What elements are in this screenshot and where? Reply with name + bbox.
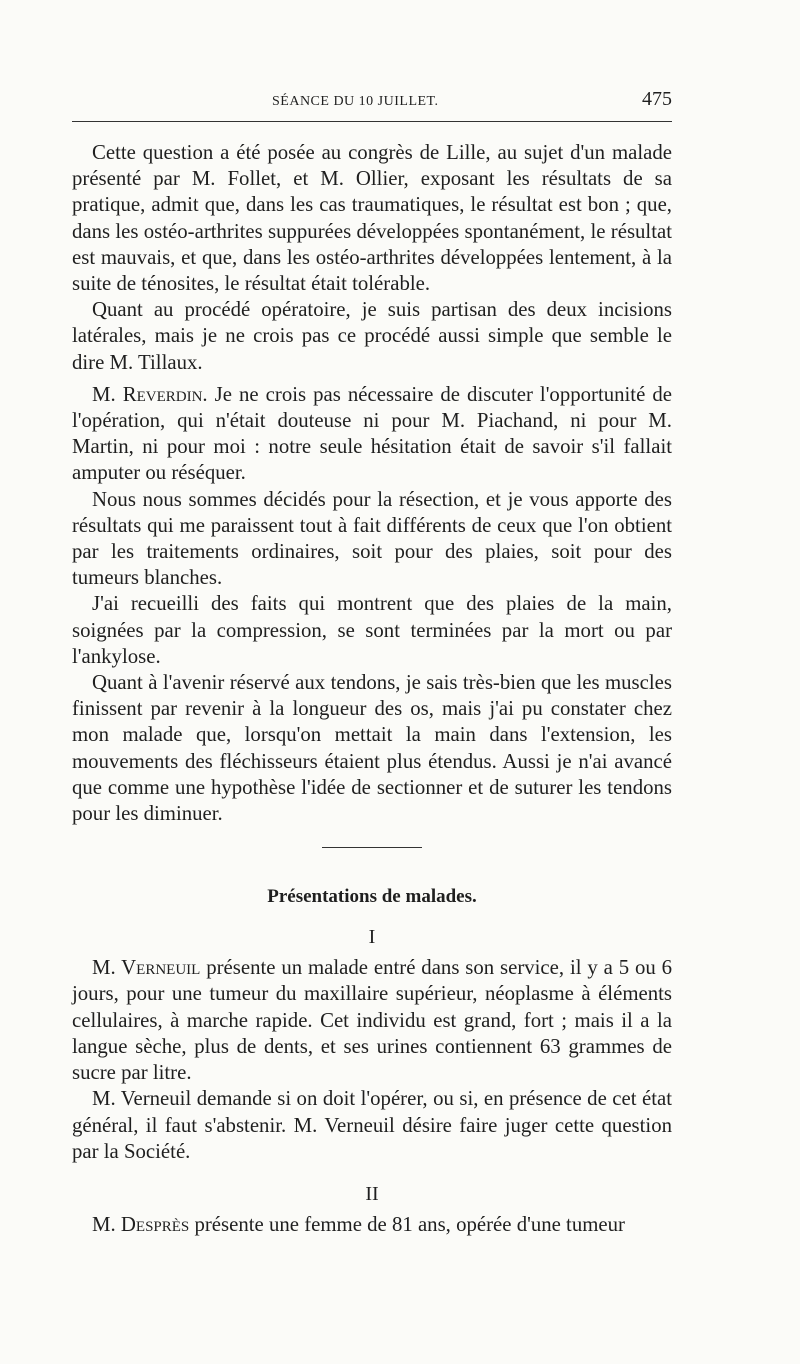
paragraph: Nous nous sommes décidés pour la résection, et je vous apporte des résultats qui me paraissent tout à fait différents de ceux que l'on obtient par les traitements ordinaires, soit pour des plaies, soit pour des tumeurs blanches. bbox=[72, 487, 672, 590]
verneuil-paragraph bbox=[72, 955, 672, 1086]
speaker-name: M. Verneuil bbox=[92, 956, 201, 980]
page-header bbox=[72, 86, 672, 122]
section-title: Présentations de malades. bbox=[267, 886, 477, 908]
paragraph-text: présente une femme de 81 ans, opérée d'une tumeur bbox=[189, 1212, 625, 1236]
header-rule bbox=[72, 121, 672, 122]
paragraph: Quant au procédé opératoire, je suis partisan des deux incisions latérales, mais je ne crois pas ce procédé aussi simple que semble le dire M. Tillaux. bbox=[72, 298, 672, 374]
paragraph-text: présente un malade entré dans son service, il y a 5 ou 6 jours, pour une tumeur du maxillaire supérieur, néoplasme à éléments cellulaires, à marche rapide. Cet individu est grand, fort ; mais il a la langue sèche, plus de dents, et ses urines contiennent 63 grammes de sucre par litre. bbox=[72, 956, 672, 1085]
paragraph-text: Je ne crois pas nécessaire de discuter l'opportunité de l'opération, qui n'était douteuse ni pour M. Piachand, ni pour M. Martin, ni pour moi : notre seule hésitation était de savoir s'il fallait amputer ou réséquer. bbox=[72, 382, 672, 485]
paragraph: J'ai recueilli des faits qui montrent que des plaies de la main, soignées par la compression, se sont terminées par la mort ou par l'ankylose. bbox=[72, 592, 672, 668]
paragraph: Cette question a été posée au congrès de Lille, au sujet d'un malade présenté par M. Follet, et M. Ollier, exposant les résultats de sa pratique, admit que, dans les cas traumatiques, le résultat est bon ; que, dans les ostéo-arthrites suppurées développées spontanément, le résultat est mauvais, et que, dans les ostéo-arthrites développées lentement, à la suite de ténosites, le résultat était tolérable. bbox=[72, 141, 672, 296]
paragraph: Quant à l'avenir réservé aux tendons, je sais très-bien que les muscles finissent par revenir à la longueur des os, mais j'ai pu constater chez mon malade que, lorsqu'on mettait la main dans l'extension, les mouvements des fléchisseurs étaient plus étendus. Aussi je n'ai avancé que comme une hypothèse l'idée de sectionner et de suturer les tendons pour les diminuer. bbox=[72, 671, 672, 826]
running-title: SÉANCE DU 10 JUILLET. bbox=[272, 94, 439, 109]
section-numeral: II bbox=[365, 1182, 379, 1205]
paragraph: M. Verneuil demande si on doit l'opérer, ou si, en présence de cet état général, il faut s'abstenir. M. Verneuil désire faire juger cette question par la Société. bbox=[72, 1087, 672, 1163]
page-number: 475 bbox=[642, 88, 672, 110]
speaker-name: M. Reverdin. bbox=[92, 382, 208, 406]
page-body bbox=[72, 140, 672, 1238]
despres-paragraph bbox=[72, 1212, 672, 1238]
reverdin-paragraph bbox=[72, 382, 672, 487]
speaker-name: M. Desprès bbox=[92, 1212, 190, 1236]
section-numeral: I bbox=[368, 926, 376, 949]
section-separator bbox=[322, 847, 422, 848]
